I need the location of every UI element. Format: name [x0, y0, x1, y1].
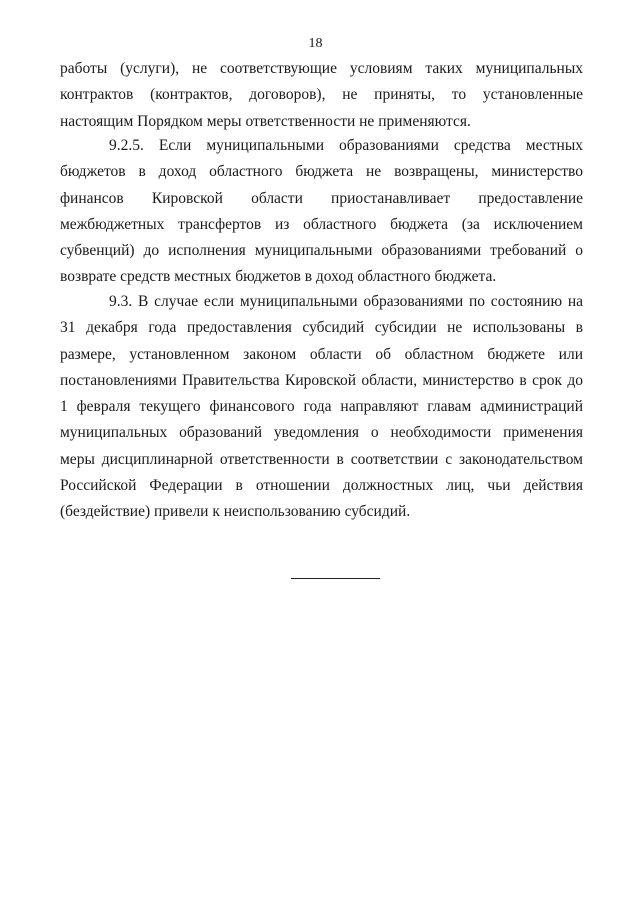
text-line: работы (услуги), не соответствующие условиям таких муниципальных: [60, 60, 583, 77]
text-line: возврате средств местных бюджетов в доход областного бюджета.: [60, 268, 497, 286]
text-line: финансов Кировской области приостанавливает предоставление: [60, 189, 583, 207]
text-line: 31 декабря года предоставления субсидий субсидии не использованы в: [60, 319, 583, 337]
paragraph-9-2-5: [60, 133, 583, 291]
text-line: межбюджетных трансфертов из областного бюджета (за исключением: [60, 215, 583, 233]
text-line: 9.3. В случае если муниципальными образованиями по состоянию на: [109, 293, 583, 310]
end-divider: [291, 578, 380, 579]
text-line: меры дисциплинарной ответственности в соответствии с законодательством: [60, 450, 583, 468]
text-line: (бездействие) привели к неиспользованию субсидий.: [60, 503, 411, 521]
paragraph-continuation: [60, 56, 583, 135]
text-line: контрактов (контрактов, договоров), не приняты, то установленные: [60, 86, 583, 104]
text-line: Российской Федерации в отношении должностных лиц, чьи действия: [60, 477, 583, 495]
text-line: 1 февраля текущего финансового года направляют главам администраций: [60, 398, 583, 416]
paragraph-9-3: [60, 289, 583, 526]
text-line: настоящим Порядком меры ответственности не применяются.: [60, 112, 471, 130]
text-line: размере, установленном законом области об областном бюджете или: [60, 345, 583, 363]
text-line: постановлениями Правительства Кировской области, министерство в срок до: [60, 371, 583, 389]
text-line: 9.2.5. Если муниципальными образованиями средства местных: [109, 137, 583, 154]
page-number: 18: [308, 36, 323, 51]
text-line: муниципальных образований уведомления о необходимости применения: [60, 424, 583, 442]
text-line: субвенций) до исполнения муниципальными образованиями требований о: [60, 242, 583, 260]
text-line: бюджетов в доход областного бюджета не возвращены, министерство: [60, 163, 583, 181]
